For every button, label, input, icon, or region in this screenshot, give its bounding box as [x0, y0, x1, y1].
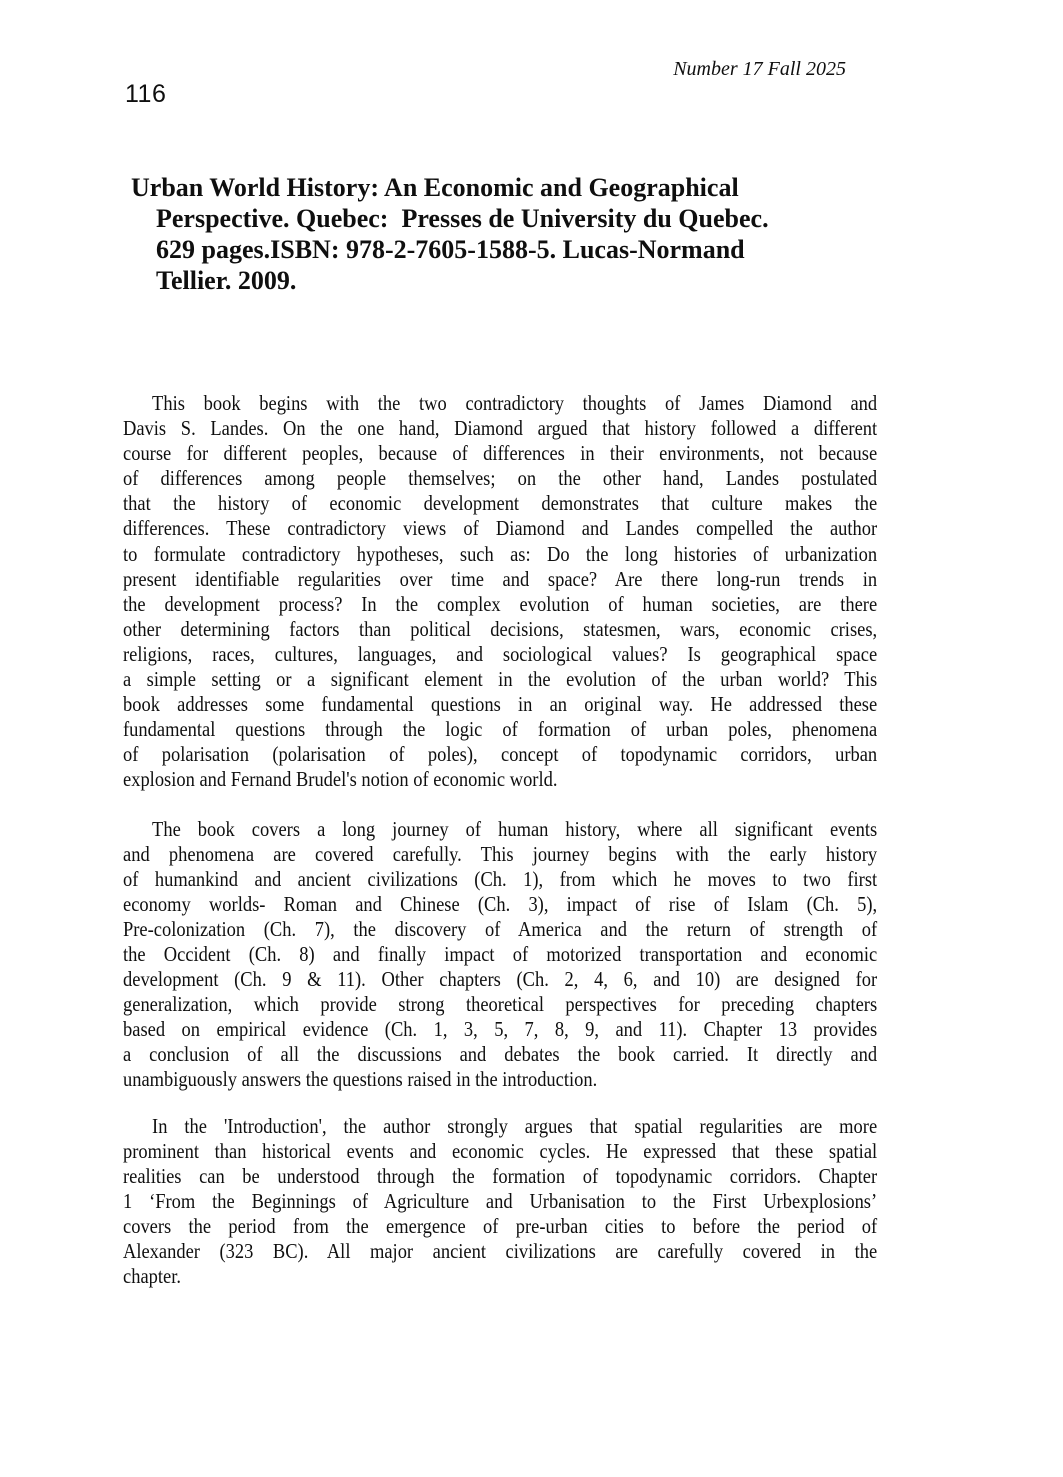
text-line: Perspective. Quebec: Presses de University du Quebec. — [156, 204, 769, 233]
text-line: In the 'Introduction', the author strongly argues that spatial regularities are more — [152, 1113, 878, 1138]
text-line: that the history of economic development demonstrates that culture makes the — [123, 491, 878, 516]
text-line: covers the period from the emergence of pre-urban cities to before the period of — [123, 1213, 878, 1238]
text-line: other determining factors than political decisions, statesmen, wars, economic crises, — [123, 616, 878, 641]
text-line: generalization, which provide strong theoretical perspectives for preceding chapters — [123, 992, 878, 1017]
text-line: fundamental questions through the logic of formation of urban poles, phenomena — [123, 717, 878, 742]
text-line: a simple setting or a significant element in the evolution of the urban world? This — [123, 667, 878, 692]
text-line: and phenomena are covered carefully. This journey begins with the early history — [123, 841, 878, 866]
text-line: 629 pages.ISBN: 978-2-7605-1588-5. Lucas-Normand — [156, 235, 745, 264]
text-line: the Occident (Ch. 8) and finally impact of motorized transportation and economic — [123, 941, 878, 966]
text-line: explosion and Fernand Brudel's notion of economic world. — [123, 767, 558, 792]
text-line: prominent than historical events and economic cycles. He expressed that these spatial — [123, 1138, 878, 1163]
text-line: of differences among people themselves; on the other hand, Landes postulated — [123, 466, 878, 491]
text-line: of polarisation (polarisation of poles), concept of topodynamic corridors, urban — [123, 742, 878, 767]
text-line: Davis S. Landes. On the one hand, Diamond argued that history followed a different — [123, 416, 878, 441]
text-line: the development process? In the complex evolution of human societies, are there — [123, 591, 878, 616]
text-line: based on empirical evidence (Ch. 1, 3, 5, 7, 8, 9, and 11). Chapter 13 provides — [123, 1017, 878, 1042]
text-line: realities can be understood through the formation of topodynamic corridors. Chapter — [123, 1163, 878, 1188]
text-line: a conclusion of all the discussions and debates the book carried. It directly and — [123, 1042, 878, 1067]
text-line: of humankind and ancient civilizations (Ch. 1), from which he moves to two first — [123, 866, 878, 891]
review-body — [123, 391, 877, 1289]
paragraph — [123, 817, 877, 1093]
text-line: unambiguously answers the questions raised in the introduction. — [123, 1067, 598, 1092]
text-line: economy worlds- Roman and Chinese (Ch. 3), impact of rise of Islam (Ch. 5), — [123, 891, 878, 916]
text-line: religions, races, cultures, languages, and sociological values? Is geographical space — [123, 641, 878, 666]
paragraph — [123, 391, 877, 793]
page-number: 116 — [125, 80, 167, 108]
text-line: course for different peoples, because of differences in their environments, not because — [123, 441, 878, 466]
text-line: development (Ch. 9 & 11). Other chapters (Ch. 2, 4, 6, and 10) are designed for — [123, 967, 878, 992]
text-line: to formulate contradictory hypotheses, such as: Do the long histories of urbanization — [123, 541, 878, 566]
paragraph — [123, 1114, 877, 1290]
text-line: chapter. — [123, 1264, 181, 1289]
text-line: differences. These contradictory views of Diamond and Landes compelled the author — [123, 516, 878, 541]
book-review-title — [123, 172, 903, 296]
text-line: Alexander (323 BC). All major ancient civilizations are carefully covered in the — [123, 1239, 878, 1263]
text-line: Pre-colonization (Ch. 7), the discovery of America and the return of strength of — [123, 916, 878, 941]
text-line: Urban World History: An Economic and Geographical — [131, 173, 739, 202]
text-line: 1 ‘From the Beginnings of Agriculture and Urbanisation to the First Urbexplosions’ — [123, 1188, 878, 1213]
text-line: Tellier. 2009. — [156, 266, 297, 295]
text-line: book addresses some fundamental questions in an original way. He addressed these — [123, 692, 878, 717]
text-line: present identifiable regularities over time and space? Are there long-run trends in — [123, 566, 878, 591]
text-line: The book covers a long journey of human history, where all significant events — [152, 816, 878, 841]
text-line: This book begins with the two contradictory thoughts of James Diamond and — [152, 391, 878, 415]
issue-header: Number 17 Fall 2025 — [673, 58, 846, 80]
